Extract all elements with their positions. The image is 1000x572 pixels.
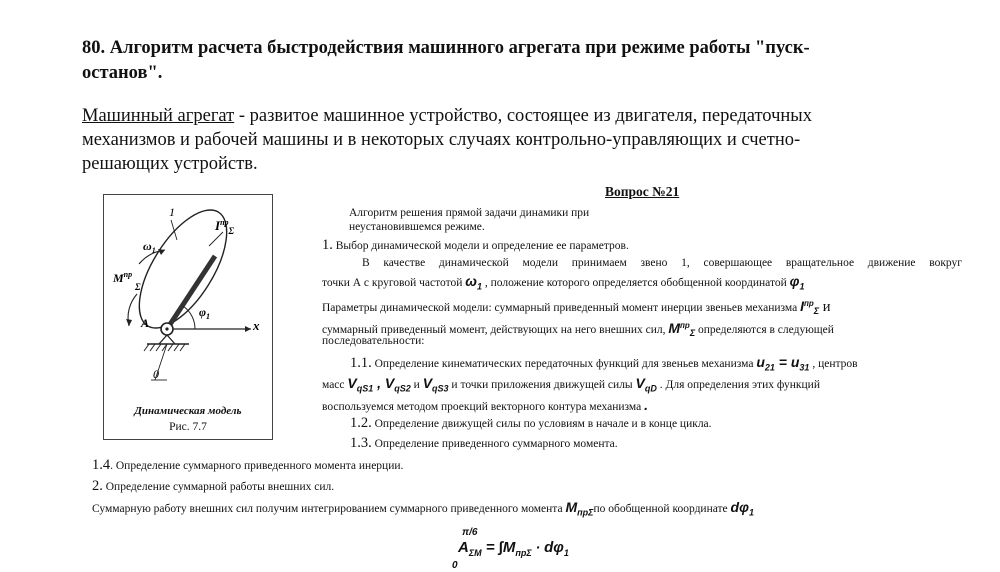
figure-caption: Динамическая модель xyxy=(134,405,242,417)
figure-number: Рис. 7.7 xyxy=(169,421,207,433)
section-1-2: 1.2. Определение движущей силы по условиям в начале и в конце цикла. xyxy=(350,415,712,431)
intro-line-1: Алгоритм решения прямой задачи динамики при xyxy=(349,207,590,219)
label-moment: $M^{пр}\Sigma$ xyxy=(113,270,141,292)
section-1-4: 1.4. Определение суммарного приведенного момента инерции. xyxy=(92,457,404,473)
question-title: Вопрос №21 xyxy=(605,184,680,199)
section-1-1-line-3: воспользуемся методом проекций векторного контура механизма . xyxy=(322,397,648,413)
section-1-1: 1.1. Определение кинематических передаточных функций для звеньев механизма $u_{21} = u_{31}$ , центров xyxy=(350,354,858,373)
label-omega: $\omega_1$ xyxy=(143,239,156,255)
label-x-axis: x xyxy=(253,318,260,333)
label-ground-0: 0 xyxy=(153,367,159,381)
integral-upper-limit: π/6 xyxy=(462,527,478,538)
lead-line-3: решающих устройств. xyxy=(82,154,258,174)
work-formula xyxy=(452,527,652,571)
paragraph-1-line-2: точки А с круговой частотой $\omega_1$ , положение которого определяется обобщенной координатой $\varphi_1$ xyxy=(322,273,805,292)
term-machine-unit: Машинный агрегат xyxy=(82,106,235,126)
lead-paragraph xyxy=(82,104,962,176)
x-axis-arrow xyxy=(245,326,251,332)
section-2: 2. Определение суммарной работы внешних сил. xyxy=(92,478,335,494)
heading-line-1: 80. Алгоритм расчета быстродействия машинного агрегата при режиме работы "пуск- xyxy=(82,38,810,58)
support-leg-left xyxy=(159,335,167,344)
label-phi: $\varphi_1$ xyxy=(199,305,211,321)
paragraph-1-line-3: Параметры динамической модели: суммарный приведенный момент инерции звеньев механизма $I^{пр}_\Sigma$ и xyxy=(322,297,831,317)
paragraph-1-line-5: последовательности: xyxy=(322,335,425,347)
ground-hatch xyxy=(144,344,185,351)
paragraph-2: Суммарную работу внешних сил получим интегрированием суммарного приведенного момента $M_{пр\Sigma}по$ обобщенной координате $d\varphi_1$ xyxy=(92,499,754,518)
paragraph-1-line-1: В качестве динамической модели принимаем звено 1, совершающее вращательное движение вокруг xyxy=(362,257,962,269)
section-1: 1. Выбор динамической модели и определение ее параметров. xyxy=(322,237,629,253)
leader-inertia xyxy=(209,232,223,246)
lead-line-1-rest: - развитое машинное устройство, состоящее из двигателя, передаточных xyxy=(234,106,812,126)
integral-lower-limit: 0 xyxy=(452,560,458,571)
pivot-center xyxy=(165,327,168,330)
intro-line-2: неустановившемся режиме. xyxy=(349,221,485,233)
formula-expression: $A_{\Sigma М} = \int M_{пр\Sigma} \cdot d\varphi_1$ xyxy=(458,539,569,559)
dynamic-model-diagram xyxy=(103,194,273,440)
label-point-a: A xyxy=(141,316,150,330)
section-1-1-line-2: масс $V_{qS1}$ , $V_{qS2}$ и $V_{qS3}$ и точки приложения движущей силы $V_{qD}$ . Для определения этих функций xyxy=(322,375,820,394)
page-heading xyxy=(82,36,942,86)
paragraph-1-line-4: суммарный приведенный момент, действующих на него внешних сил, $M^{пр}_\Sigma$ определяются в следующей xyxy=(322,319,834,339)
support-leg-right xyxy=(167,335,175,344)
moment-arrow xyxy=(126,319,132,326)
label-inertia: $I^{пр}_\Sigma$ xyxy=(215,218,235,236)
section-1-3: 1.3. Определение приведенного суммарного момента. xyxy=(350,435,618,451)
label-link-1: 1 xyxy=(169,205,175,219)
heading-line-2: останов". xyxy=(82,63,163,83)
lead-line-2: механизмов и рабочей машины и в некоторых случаях контрольно-управляющих и счетно- xyxy=(82,130,801,150)
